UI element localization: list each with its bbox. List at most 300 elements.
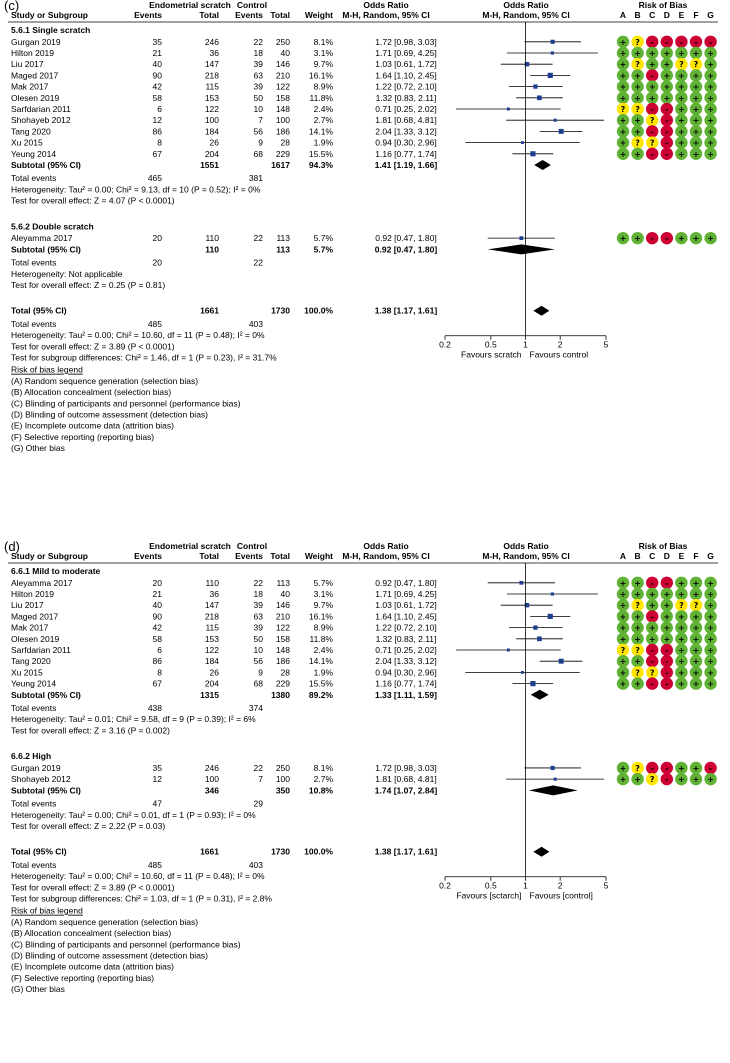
control-events: 22: [253, 577, 263, 588]
scratch-total: 26: [209, 137, 219, 148]
risk-of-bias-symbol: +: [634, 149, 641, 159]
point-estimate: [533, 625, 537, 629]
risk-of-bias-symbol: +: [707, 612, 714, 622]
rob-letter-header: D: [663, 10, 670, 20]
study-name: Tang 2020: [11, 656, 51, 667]
total-diamond: [533, 306, 549, 316]
odds-ratio-ci: 1.71 [0.69, 4.25]: [375, 48, 437, 58]
point-estimate: [519, 581, 523, 585]
or-method-header: M-H, Random, 95% CI: [342, 551, 430, 561]
total-events-label: Total events: [11, 257, 57, 268]
legend-item: (B) Allocation concealment (selection bias): [11, 387, 172, 398]
risk-of-bias-symbol: +: [707, 623, 714, 633]
scratch-events: 40: [152, 600, 162, 611]
subtotal-control-total: 350: [275, 785, 290, 796]
scratch-total: 246: [204, 762, 219, 773]
favours-left-label: Favours scratch: [461, 349, 522, 360]
risk-of-bias-symbol: +: [678, 138, 685, 148]
control-events: 18: [253, 48, 263, 58]
study-weight: 5.7%: [313, 577, 333, 588]
risk-of-bias-symbol: +: [619, 590, 627, 599]
study-name: Olesen 2019: [11, 633, 60, 644]
scratch-events: 35: [152, 36, 162, 47]
scratch-total: 26: [209, 667, 219, 678]
risk-of-bias-symbol: +: [619, 668, 627, 678]
group1-header: Endometrial scratch: [149, 0, 231, 10]
control-total: 28: [280, 667, 290, 678]
risk-of-bias-symbol: +: [707, 82, 714, 92]
risk-of-bias-symbol: +: [678, 105, 685, 114]
risk-of-bias-symbol: +: [707, 634, 714, 644]
risk-of-bias-symbol: +: [619, 71, 627, 81]
study-weight: 8.9%: [313, 81, 333, 92]
subtotal-weight: 94.3%: [308, 160, 333, 170]
plot-method-header: M-H, Random, 95% CI: [482, 551, 570, 561]
risk-of-bias-symbol: +: [707, 71, 714, 81]
study-weight: 1.9%: [313, 137, 333, 148]
study-name: Olesen 2019: [11, 92, 60, 103]
study-name: Hilton 2019: [11, 48, 55, 58]
risk-of-bias-symbol: +: [707, 657, 714, 667]
subtotal-scratch-total: 1315: [200, 689, 219, 700]
risk-of-bias-symbol: +: [707, 601, 714, 611]
study-name: Liu 2017: [11, 600, 44, 611]
risk-of-bias-symbol: +: [634, 590, 641, 599]
total-or-ci: 1.38 [1.17, 1.61]: [374, 846, 438, 857]
subtotal-scratch-total: 346: [204, 785, 219, 796]
subgroup-title: 6.6.2 High: [11, 751, 52, 762]
odds-ratio-ci: 0.92 [0.47, 1.80]: [375, 233, 437, 244]
control-events-header: Events: [235, 10, 263, 20]
control-events: 10: [253, 645, 263, 655]
overall-effect-text: Test for overall effect: Z = 4.07 (P < 0.0001): [11, 195, 175, 206]
risk-of-bias-symbol: +: [692, 646, 700, 655]
odds-ratio-ci: 1.22 [0.72, 2.10]: [375, 81, 437, 92]
subtotal-or-ci: 0.92 [0.47, 1.80]: [374, 244, 438, 255]
risk-of-bias-symbol: +: [678, 234, 685, 244]
risk-of-bias-symbol: -: [650, 646, 654, 655]
risk-of-bias-symbol: +: [663, 71, 671, 81]
risk-of-bias-symbol: +: [619, 234, 627, 244]
legend-title: Risk of bias legend: [11, 905, 83, 916]
control-events: 39: [253, 622, 263, 633]
risk-of-bias-symbol: ?: [620, 646, 626, 655]
scratch-total: 122: [204, 104, 219, 114]
point-estimate: [521, 141, 524, 144]
study-name: Maged 2017: [11, 70, 59, 81]
risk-of-bias-symbol: +: [619, 634, 627, 644]
control-total: 250: [275, 36, 290, 47]
risk-of-bias-symbol: +: [634, 679, 641, 689]
control-total: 113: [276, 233, 290, 244]
rob-letter-header: C: [649, 551, 656, 561]
control-total: 113: [276, 577, 290, 588]
total-events-label: Total events: [11, 318, 57, 329]
risk-of-bias-symbol: +: [634, 634, 641, 644]
scratch-events: 58: [152, 92, 162, 103]
study-name: Yeung 2014: [11, 148, 57, 159]
risk-of-bias-symbol: +: [663, 612, 671, 622]
risk-of-bias-symbol: -: [665, 105, 669, 114]
risk-of-bias-symbol: +: [692, 234, 700, 244]
subtotal-control-total: 1380: [271, 689, 290, 700]
risk-of-bias-symbol: -: [650, 234, 654, 244]
total-events-control: 29: [253, 798, 263, 809]
legend-item: (E) Incomplete outcome data (attrition bias): [11, 961, 174, 972]
total-events-control: 22: [253, 257, 263, 268]
risk-of-bias-symbol: +: [619, 578, 627, 588]
scratch-total: 115: [205, 622, 219, 633]
scratch-total: 36: [209, 48, 219, 58]
point-estimate: [559, 659, 564, 664]
scratch-events: 67: [152, 148, 162, 159]
scratch-events: 6: [157, 645, 162, 655]
scratch-events: 8: [157, 137, 162, 148]
heterogeneity-text: Heterogeneity: Tau² = 0.00; Chi² = 10.60, df = 11 (P = 0.48); I² = 0%: [11, 871, 265, 882]
control-total: 210: [275, 611, 290, 622]
scratch-events: 90: [152, 611, 162, 622]
control-events: 56: [253, 656, 263, 667]
risk-of-bias-symbol: +: [678, 116, 685, 126]
x-tick-label: 5: [603, 880, 609, 891]
control-events: 22: [253, 233, 263, 244]
risk-of-bias-symbol: +: [692, 149, 700, 159]
point-estimate: [537, 95, 542, 100]
heterogeneity-text: Heterogeneity: Tau² = 0.00; Chi² = 10.60, df = 11 (P = 0.48); I² = 0%: [11, 330, 265, 341]
total-events-control: 403: [248, 318, 263, 329]
risk-of-bias-symbol: +: [692, 775, 700, 785]
x-tick-label: 0.2: [439, 880, 451, 891]
total-weight: 100.0%: [304, 305, 333, 316]
study-weight: 16.1%: [308, 70, 333, 81]
control-total: 100: [275, 115, 290, 126]
study-header: Study or Subgroup: [11, 551, 88, 561]
risk-of-bias-symbol: +: [692, 127, 700, 137]
x-tick-label: 0.5: [484, 880, 497, 891]
total-events-scratch: 485: [147, 859, 162, 870]
rob-column-header: Risk of Bias: [638, 0, 688, 10]
legend-item: (D) Blinding of outcome assessment (detection bias): [11, 950, 209, 961]
risk-of-bias-symbol: +: [619, 623, 627, 633]
subgroup-title: 6.6.1 Mild to moderate: [11, 566, 101, 576]
control-events: 18: [253, 589, 263, 599]
control-total: 146: [275, 600, 290, 611]
scratch-total: 153: [204, 633, 219, 644]
total-events-control: 381: [248, 173, 263, 184]
risk-of-bias-symbol: +: [648, 49, 656, 58]
odds-ratio-ci: 1.16 [0.77, 1.74]: [375, 148, 437, 159]
subtotal-weight: 89.2%: [308, 689, 333, 700]
study-weight: 14.1%: [308, 126, 333, 137]
scratch-events: 20: [152, 233, 162, 244]
risk-of-bias-symbol: +: [678, 590, 685, 599]
control-total: 40: [280, 589, 290, 599]
study-name: Yeung 2014: [11, 678, 57, 689]
control-total: 186: [275, 656, 290, 667]
subtotal-or-ci: 1.33 [1.11, 1.59]: [375, 689, 437, 700]
point-estimate: [554, 778, 557, 781]
point-estimate: [548, 614, 553, 619]
risk-of-bias-symbol: +: [619, 93, 627, 103]
risk-of-bias-symbol: +: [634, 612, 641, 622]
plot-column-header: Odds Ratio: [503, 0, 549, 10]
group2-header: Control: [236, 541, 268, 551]
risk-of-bias-symbol: +: [619, 775, 627, 785]
risk-of-bias-symbol: +: [663, 623, 671, 633]
risk-of-bias-symbol: +: [648, 634, 656, 644]
risk-of-bias-symbol: ?: [635, 668, 640, 678]
control-events: 10: [253, 104, 263, 114]
odds-ratio-ci: 0.71 [0.25, 2.02]: [375, 645, 437, 655]
risk-of-bias-symbol: +: [707, 116, 714, 126]
x-tick-label: 2: [557, 339, 563, 350]
legend-item: (F) Selective reporting (reporting bias): [11, 431, 155, 442]
risk-of-bias-symbol: +: [707, 138, 714, 148]
risk-of-bias-symbol: ?: [635, 138, 640, 148]
rob-letter-header: E: [678, 10, 685, 20]
panel-label: (d): [4, 539, 20, 554]
subgroup-differences-text: Test for subgroup differences: Chi² = 1.03, df = 1 (P = 0.31), I² = 2.8%: [11, 893, 272, 904]
legend-item: (G) Other bias: [11, 984, 65, 995]
study-weight: 15.5%: [308, 148, 333, 159]
control-total-header: Total: [270, 10, 290, 20]
rob-letter-header: D: [663, 551, 670, 561]
risk-of-bias-symbol: +: [678, 623, 685, 633]
control-events: 7: [258, 115, 263, 126]
risk-of-bias-symbol: -: [650, 105, 654, 114]
total-events-scratch: 485: [147, 318, 162, 329]
scratch-total: 218: [204, 70, 219, 81]
subtotal-scratch-total: 1551: [200, 160, 219, 170]
risk-of-bias-symbol: +: [707, 775, 714, 785]
risk-of-bias-symbol: -: [679, 37, 684, 47]
heterogeneity-text: Heterogeneity: Tau² = 0.00; Chi² = 9.13, df = 10 (P = 0.52); I² = 0%: [11, 184, 261, 195]
risk-of-bias-symbol: +: [648, 601, 656, 611]
risk-of-bias-symbol: -: [665, 578, 669, 588]
scratch-total: 110: [205, 233, 219, 244]
rob-letter-header: B: [634, 551, 641, 561]
study-weight: 11.8%: [309, 92, 333, 103]
risk-of-bias-symbol: +: [678, 668, 685, 678]
study-weight: 2.4%: [313, 104, 333, 114]
subtotal-or-ci: 1.74 [1.07, 2.84]: [374, 785, 438, 796]
total-label: Total (95% CI): [11, 846, 67, 857]
risk-of-bias-symbol: +: [692, 71, 700, 81]
scratch-events: 86: [152, 656, 162, 667]
scratch-events: 67: [152, 678, 162, 689]
study-name: Shohayeb 2012: [11, 115, 71, 126]
control-events: 9: [258, 667, 263, 678]
risk-of-bias-symbol: +: [648, 93, 656, 103]
scratch-events: 21: [152, 48, 162, 58]
favours-left-label: Favours [sctarch]: [456, 890, 522, 901]
total-events-control: 374: [248, 703, 263, 713]
risk-of-bias-symbol: +: [663, 590, 671, 599]
odds-ratio-ci: 1.16 [0.77, 1.74]: [375, 678, 437, 689]
risk-of-bias-symbol: +: [619, 601, 627, 611]
subgroup-differences-text: Test for subgroup differences: Chi² = 1.46, df = 1 (P = 0.23), I² = 31.7%: [11, 352, 277, 363]
subtotal-control-total: 1617: [271, 160, 290, 170]
odds-ratio-ci: 0.94 [0.30, 2.96]: [375, 667, 437, 678]
subtotal-control-total: 113: [276, 244, 290, 255]
control-total-header: Total: [270, 551, 290, 561]
risk-of-bias-symbol: +: [692, 634, 700, 644]
study-name: Aleyamma 2017: [11, 233, 73, 244]
risk-of-bias-symbol: +: [692, 49, 700, 58]
risk-of-bias-symbol: +: [707, 60, 714, 70]
risk-of-bias-symbol: ?: [635, 763, 640, 773]
risk-of-bias-symbol: ?: [679, 601, 684, 611]
study-weight: 11.8%: [309, 633, 333, 644]
risk-of-bias-symbol: +: [619, 138, 627, 148]
risk-of-bias-symbol: +: [692, 590, 700, 599]
scratch-total: 218: [204, 611, 219, 622]
total-scratch-total: 1661: [200, 846, 219, 857]
odds-ratio-ci: 0.92 [0.47, 1.80]: [375, 577, 437, 588]
risk-of-bias-symbol: +: [648, 590, 656, 599]
scratch-events: 12: [152, 115, 162, 126]
study-weight: 16.1%: [308, 611, 333, 622]
rob-letter-header: B: [634, 10, 641, 20]
study-weight: 8.9%: [313, 622, 333, 633]
study-weight: 2.7%: [313, 115, 333, 126]
risk-of-bias-symbol: -: [665, 234, 669, 244]
point-estimate: [507, 649, 510, 652]
point-estimate: [519, 236, 523, 240]
risk-of-bias-symbol: +: [707, 127, 714, 137]
total-events-label: Total events: [11, 859, 57, 870]
control-total: 122: [275, 81, 290, 92]
odds-ratio-ci: 1.32 [0.83, 2.11]: [375, 633, 437, 644]
risk-of-bias-symbol: +: [692, 82, 700, 92]
scratch-total: 147: [204, 600, 219, 611]
total-scratch-total: 1661: [200, 305, 219, 316]
or-column-header: Odds Ratio: [363, 541, 409, 551]
study-weight: 1.9%: [313, 667, 333, 678]
scratch-total: 153: [204, 92, 219, 103]
study-weight: 3.1%: [313, 589, 333, 599]
control-total: 148: [275, 104, 290, 114]
risk-of-bias-symbol: +: [619, 116, 627, 126]
study-weight: 14.1%: [308, 656, 333, 667]
overall-effect-text: Test for overall effect: Z = 3.89 (P < 0.0001): [11, 341, 175, 352]
control-total: 146: [275, 59, 290, 70]
subtotal-label: Subtotal (95% CI): [11, 689, 81, 700]
study-weight: 3.1%: [313, 48, 333, 58]
scratch-events: 12: [152, 774, 162, 785]
control-events: 22: [253, 762, 263, 773]
risk-of-bias-symbol: ?: [635, 646, 640, 655]
risk-of-bias-symbol: +: [678, 634, 685, 644]
scratch-total-header: Total: [199, 551, 219, 561]
risk-of-bias-symbol: +: [692, 668, 700, 678]
overall-effect-text: Test for overall effect: Z = 0.25 (P = 0.81): [11, 279, 166, 290]
total-events-scratch: 20: [152, 257, 162, 268]
scratch-total: 100: [204, 774, 219, 785]
risk-of-bias-symbol: -: [650, 127, 654, 137]
point-estimate: [521, 671, 524, 674]
scratch-total: 110: [205, 577, 219, 588]
control-events: 39: [253, 81, 263, 92]
study-name: Shohayeb 2012: [11, 774, 71, 785]
study-header: Study or Subgroup: [11, 10, 88, 20]
scratch-total: 204: [204, 148, 219, 159]
odds-ratio-ci: 0.71 [0.25, 2.02]: [375, 104, 437, 114]
risk-of-bias-symbol: +: [634, 657, 641, 667]
risk-of-bias-symbol: -: [650, 71, 654, 81]
study-name: Mak 2017: [11, 622, 49, 633]
risk-of-bias-symbol: +: [707, 234, 714, 244]
overall-effect-text: Test for overall effect: Z = 2.22 (P = 0.03): [11, 820, 166, 831]
risk-of-bias-symbol: +: [648, 60, 656, 70]
risk-of-bias-symbol: +: [707, 578, 714, 588]
overall-effect-text: Test for overall effect: Z = 3.89 (P < 0.0001): [11, 882, 175, 893]
scratch-events: 42: [152, 622, 162, 633]
group2-header: Control: [236, 0, 268, 10]
risk-of-bias-symbol: +: [678, 646, 685, 655]
study-name: Aleyamma 2017: [11, 577, 73, 588]
heterogeneity-text: Heterogeneity: Tau² = 0.00; Chi² = 0.01, df = 1 (P = 0.93); I² = 0%: [11, 809, 256, 820]
point-estimate: [530, 151, 535, 156]
total-control-total: 1730: [271, 846, 290, 857]
or-method-header: M-H, Random, 95% CI: [342, 10, 430, 20]
risk-of-bias-symbol: -: [650, 679, 654, 689]
study-name: Xu 2015: [11, 137, 43, 148]
risk-of-bias-symbol: +: [619, 49, 627, 58]
study-name: Maged 2017: [11, 611, 59, 622]
control-events: 68: [253, 678, 263, 689]
risk-of-bias-symbol: -: [708, 763, 713, 773]
point-estimate: [507, 108, 510, 111]
study-name: Gurgan 2019: [11, 36, 61, 47]
subtotal-diamond: [488, 244, 555, 254]
total-control-total: 1730: [271, 305, 290, 316]
risk-of-bias-symbol: +: [634, 775, 641, 785]
scratch-events-header: Events: [134, 551, 162, 561]
risk-of-bias-symbol: +: [692, 93, 700, 103]
legend-item: (A) Random sequence generation (selection bias): [11, 916, 199, 927]
study-weight: 2.7%: [313, 774, 333, 785]
control-events-header: Events: [235, 551, 263, 561]
risk-of-bias-symbol: -: [665, 138, 669, 148]
weight-header: Weight: [304, 10, 333, 20]
scratch-total: 36: [209, 589, 219, 599]
odds-ratio-ci: 2.04 [1.33, 3.12]: [375, 126, 437, 137]
risk-of-bias-symbol: +: [648, 82, 656, 92]
risk-of-bias-symbol: +: [619, 657, 627, 667]
risk-of-bias-symbol: ?: [649, 668, 655, 678]
risk-of-bias-symbol: +: [663, 82, 671, 92]
risk-of-bias-symbol: +: [663, 93, 671, 103]
risk-of-bias-symbol: +: [707, 646, 714, 655]
control-events: 68: [253, 148, 263, 159]
scratch-events: 8: [157, 667, 162, 678]
x-tick-label: 1: [523, 339, 528, 350]
risk-of-bias-symbol: +: [678, 657, 685, 667]
scratch-events: 58: [152, 633, 162, 644]
point-estimate: [559, 129, 564, 134]
subtotal-scratch-total: 110: [205, 244, 219, 255]
risk-of-bias-symbol: +: [678, 578, 685, 588]
scratch-events: 35: [152, 762, 162, 773]
heterogeneity-text: Heterogeneity: Tau² = 0.01; Chi² = 9.58, df = 9 (P = 0.39); I² = 6%: [11, 714, 256, 725]
risk-of-bias-symbol: -: [665, 149, 669, 159]
legend-item: (D) Blinding of outcome assessment (detection bias): [11, 409, 209, 420]
risk-of-bias-symbol: -: [650, 763, 654, 773]
risk-of-bias-symbol: -: [665, 127, 669, 137]
rob-column-header: Risk of Bias: [638, 541, 688, 551]
total-events-scratch: 465: [147, 173, 162, 184]
